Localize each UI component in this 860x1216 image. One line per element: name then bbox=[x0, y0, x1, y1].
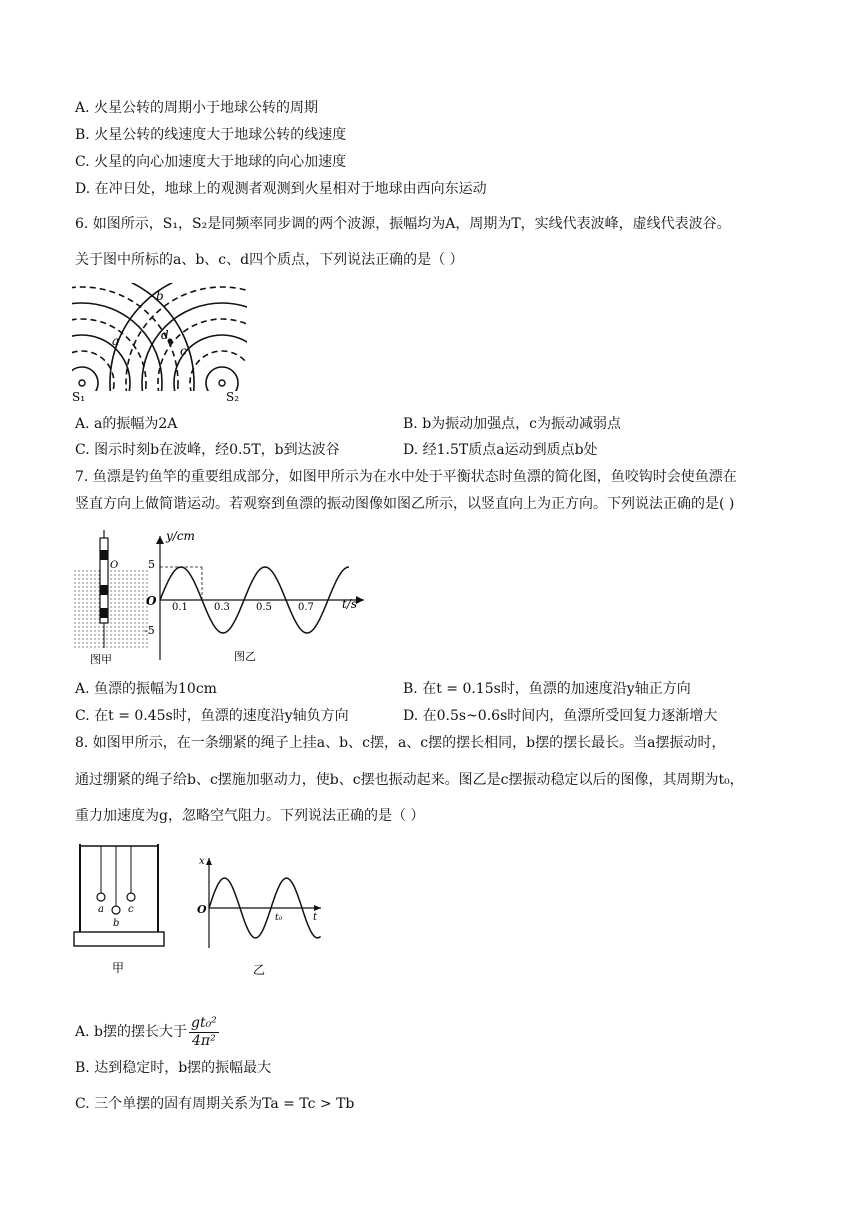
q8-figure-yi-graph bbox=[195, 852, 325, 980]
q8-option-b: B. 达到稳定时，b摆的振幅最大 bbox=[75, 1060, 272, 1076]
q7-float-o-label: O bbox=[110, 560, 119, 571]
q7-option-b: B. 在t = 0.15s时，鱼漂的加速度沿y轴正方向 bbox=[403, 681, 691, 697]
q8-origin-label: O bbox=[197, 903, 207, 916]
q8-fig-jia-label: 甲 bbox=[112, 961, 125, 975]
q6-label-a: a bbox=[112, 334, 120, 348]
q7-figure-jia-float bbox=[70, 530, 150, 670]
q5-option-c: C. 火星的向心加速度大于地球的向心加速度 bbox=[75, 154, 347, 170]
q6-label-c: c bbox=[180, 344, 187, 358]
q8-fraction-numerator: gt₀² bbox=[190, 1014, 217, 1031]
q8-stem-line3: 重力加速度为g，忽略空气阻力。下列说法正确的是（ ） bbox=[75, 808, 425, 824]
q8-option-a bbox=[75, 1014, 219, 1050]
q7-y-tick-neg5: -5 bbox=[144, 624, 155, 637]
q7-fig-jia-label: 图甲 bbox=[90, 653, 112, 666]
q8-fraction-denominator: 4π² bbox=[192, 1032, 216, 1049]
q7-stem-line1: 7. 鱼漂是钓鱼竿的重要组成部分，如图甲所示为在水中处于平衡状态时鱼漂的简化图，鱼咬钩时会使鱼漂在 bbox=[75, 469, 737, 485]
q8-label-a: a bbox=[98, 904, 104, 915]
q6-option-b: B. b为振动加强点，c为振动减弱点 bbox=[403, 416, 621, 432]
q7-origin-label: O bbox=[146, 594, 157, 608]
q6-stem-line1: 6. 如图所示，S₁，S₂是同频率同步调的两个波源，振幅均为A，周期为T，实线代表波峰，虚线代表波谷。 bbox=[75, 216, 731, 232]
q6-option-d: D. 经1.5T质点a运动到质点b处 bbox=[403, 442, 598, 458]
q5-option-a: A. 火星公转的周期小于地球公转的周期 bbox=[75, 100, 319, 116]
q7-x-tick-0.5: 0.5 bbox=[256, 602, 272, 613]
q8-label-c: c bbox=[128, 904, 134, 915]
q8-label-b: b bbox=[113, 918, 120, 929]
q7-fig-yi-label: 图乙 bbox=[234, 650, 256, 663]
q6-wave-interference-figure bbox=[72, 283, 247, 403]
q6-label-s1: S₁ bbox=[72, 390, 86, 403]
q8-option-a-fraction bbox=[189, 1015, 219, 1050]
q7-x-tick-0.3: 0.3 bbox=[214, 602, 230, 613]
q8-stem-line2: 通过绷紧的绳子给b、c摆施加驱动力，使b、c摆也振动起来。图乙是c摆振动稳定以后的图像，其周期为t₀， bbox=[75, 772, 744, 788]
q7-x-tick-0.7: 0.7 bbox=[298, 602, 314, 613]
q8-stem-line1: 8. 如图甲所示，在一条绷紧的绳子上挂a、b、c摆，a、c摆的摆长相同，b摆的摆长最长。当a摆振动时， bbox=[75, 735, 726, 751]
q7-vibration-graph bbox=[142, 528, 372, 668]
q8-option-c: C. 三个单摆的固有周期关系为Ta = Tc > Tb bbox=[75, 1096, 355, 1112]
q7-x-axis-label: t/s bbox=[342, 597, 358, 611]
q8-x-axis-label: x bbox=[199, 856, 205, 867]
q7-x-tick-0.1: 0.1 bbox=[172, 602, 188, 613]
q7-y-axis-label: y/cm bbox=[166, 529, 195, 543]
q8-option-a-text: A. b摆的摆长大于 bbox=[75, 1024, 187, 1040]
q8-figure-jia-pendulums bbox=[70, 840, 170, 980]
q7-option-c: C. 在t = 0.45s时，鱼漂的速度沿y轴负方向 bbox=[75, 708, 349, 724]
q6-option-a: A. a的振幅为2A bbox=[75, 416, 178, 432]
q6-label-s2: S₂ bbox=[226, 390, 240, 403]
q5-option-b: B. 火星公转的线速度大于地球公转的线速度 bbox=[75, 127, 347, 143]
q7-option-d: D. 在0.5s~0.6s时间内，鱼漂所受回复力逐渐增大 bbox=[403, 708, 718, 724]
q6-label-b: b bbox=[156, 289, 164, 303]
q8-t-axis-label: t bbox=[313, 912, 318, 923]
q7-option-a: A. 鱼漂的振幅为10cm bbox=[75, 681, 217, 697]
q6-label-d: d bbox=[161, 328, 169, 342]
q5-option-d: D. 在冲日处，地球上的观测者观测到火星相对于地球由西向东运动 bbox=[75, 181, 487, 197]
q6-option-c: C. 图示时刻b在波峰，经0.5T，b到达波谷 bbox=[75, 442, 340, 458]
q8-fig-yi-label: 乙 bbox=[253, 963, 266, 977]
q8-t0-label: t₀ bbox=[275, 913, 283, 923]
q7-stem-line2: 竖直方向上做简谐运动。若观察到鱼漂的振动图像如图乙所示，以竖直向上为正方向。下列说法正确的是( ) bbox=[75, 496, 735, 512]
q6-stem-line2: 关于图中所标的a、b、c、d四个质点，下列说法正确的是（ ） bbox=[75, 252, 464, 268]
q7-y-tick-5: 5 bbox=[148, 558, 155, 571]
